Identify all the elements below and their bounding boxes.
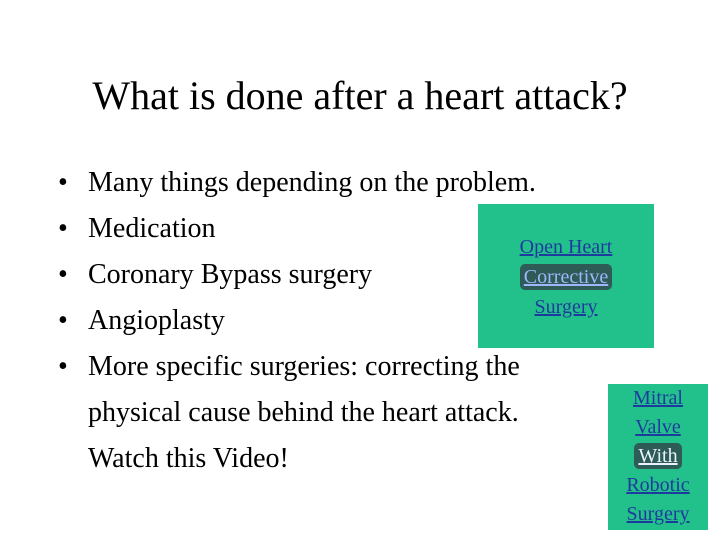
open-heart-video-link[interactable] [478, 204, 654, 348]
link-line[interactable]: Surgery [626, 503, 690, 525]
link-line[interactable]: Corrective [523, 266, 609, 288]
bullet-continuation: physical cause behind the heart attack. [88, 397, 519, 428]
link-line[interactable]: Mitral [633, 387, 683, 409]
bullet-item: • Medication [58, 206, 618, 252]
mitral-valve-video-link[interactable] [608, 384, 708, 530]
link-line[interactable]: Valve [635, 416, 681, 438]
bullet-item: • Many things depending on the problem. [58, 160, 618, 206]
bullet-item: • Angioplasty [58, 298, 618, 344]
link-line[interactable]: With [638, 445, 678, 467]
slide-title: What is done after a heart attack? [92, 73, 628, 118]
link-line[interactable]: Robotic [626, 474, 690, 496]
bullet-item: • More specific surgeries: correcting the [58, 344, 618, 390]
bullet-continuation: Watch this Video! [88, 443, 289, 474]
link-line[interactable]: Open Heart [519, 236, 613, 258]
link-line[interactable]: Surgery [534, 296, 598, 318]
bullet-item: • Coronary Bypass surgery [58, 252, 618, 298]
